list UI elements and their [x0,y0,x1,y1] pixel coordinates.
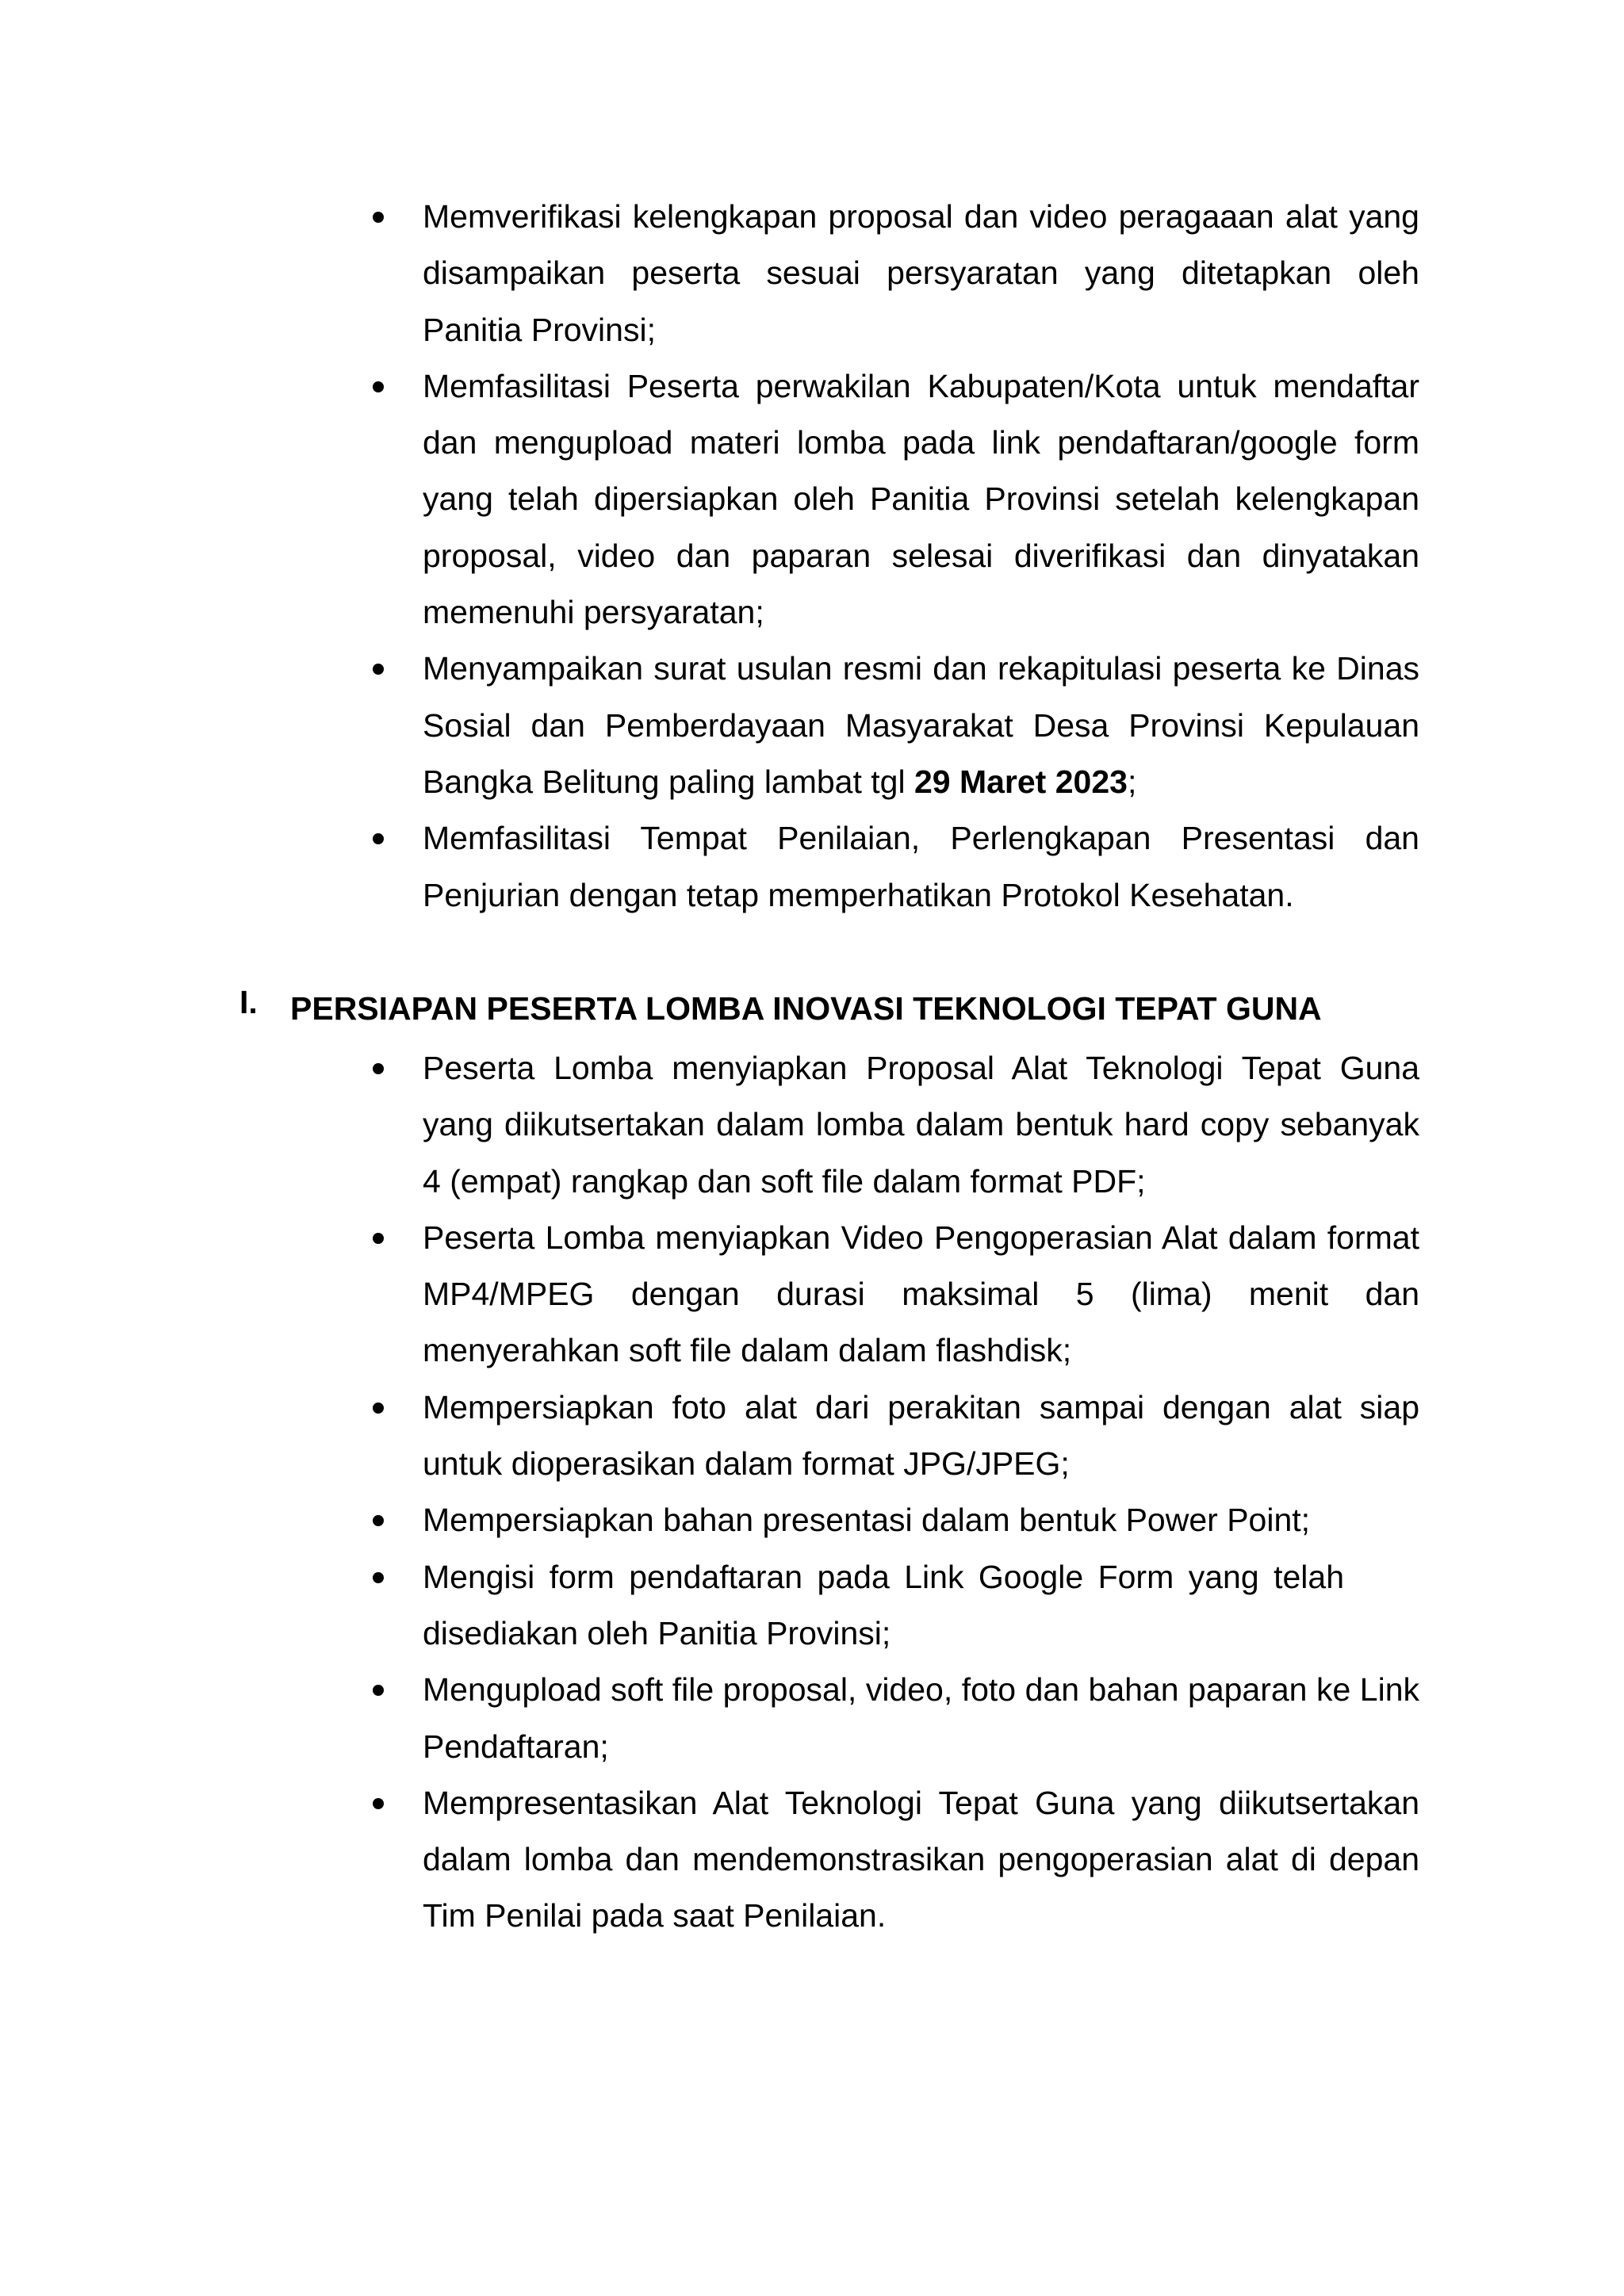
bullet-icon [373,1798,384,1809]
list-item [369,810,1419,924]
bullet-icon [373,1685,384,1696]
list-item [369,1775,1419,1945]
list-item [369,1492,1419,1548]
list-item [369,358,1419,641]
list-item-text: Mempersiapkan bahan presentasi dalam bentuk Power Point; [423,1502,1311,1539]
section-title: PERSIAPAN PESERTA LOMBA INOVASI TEKNOLOGI TEPAT GUNA [290,990,1322,1027]
list-item-text: Menyampaikan surat usulan resmi dan rekapitulasi peserta ke Dinas Sosial dan Pemberdayaan Masyarakat Desa Provinsi Kepulauan Bangka Belitung paling lambat tgl [423,650,1419,800]
list-item [369,1380,1419,1493]
list-item-text: Peserta Lomba menyiapkan Proposal Alat Teknologi Tepat Guna yang diikutsertakan dalam lomba dalam bentuk hard copy sebanyak 4 (empat) rangkap dan soft file dalam format PDF; [423,1050,1419,1200]
section-letter: I. [239,984,258,1020]
list-item-text-end: ; [1127,763,1137,800]
bullet-icon [373,833,384,844]
list-item [369,1210,1419,1380]
list-item-text: Mengupload soft file proposal, video, foto dan bahan paparan ke Link Pendaftaran; [423,1671,1419,1765]
bullet-icon [373,212,384,223]
bullet-list-bottom [369,1040,1419,1945]
list-item [369,641,1419,810]
list-item [369,1662,1419,1775]
list-item [369,189,1419,358]
bullet-icon [373,1515,384,1526]
list-item-text: Memfasilitasi Tempat Penilaian, Perlengkapan Presentasi dan Penjurian dengan tetap memperhatikan Protokol Kesehatan. [423,820,1419,913]
list-item-text: Mempersiapkan foto alat dari perakitan sampai dengan alat siap untuk dioperasikan dalam format JPG/JPEG; [423,1388,1419,1483]
bullet-icon [373,664,384,675]
bullet-icon [373,1402,384,1414]
bullet-icon [373,1063,384,1074]
bullet-icon [373,1233,384,1244]
list-item-text: Mempresentasikan Alat Teknologi Tepat Guna yang diikutsertakan dalam lomba dan mendemonstrasikan pengoperasian alat di depan Tim Penilai pada saat Penilaian. [423,1784,1419,1934]
list-item [369,1549,1419,1663]
list-item-text: Memverifikasi kelengkapan proposal dan video peragaaan alat yang disampaikan peserta sesuai persyaratan yang ditetapkan oleh Panitia Provinsi; [423,198,1419,348]
bullet-icon [373,1572,384,1583]
bullet-list-top [369,189,1419,924]
list-item-text: Mengisi form pendaftaran pada Link Google Form yang telah disediakan oleh Panitia Provinsi; [423,1558,1344,1651]
list-item-text: Peserta Lomba menyiapkan Video Pengoperasian Alat dalam format MP4/MPEG dengan durasi maksimal 5 (lima) menit dan menyerahkan soft file dalam dalam flashdisk; [423,1219,1419,1369]
section-heading [239,983,1429,1034]
list-item-text: Memfasilitasi Peserta perwakilan Kabupaten/Kota untuk mendaftar dan mengupload materi lomba pada link pendaftaran/google form yang telah dipersiapkan oleh Panitia Provinsi setelah kelengkapan proposal, video dan paparan selesai diverifikasi dan dinyatakan memenuhi persyaratan; [423,367,1419,631]
bullet-icon [373,381,384,392]
list-item [369,1040,1419,1210]
deadline-date: 29 Maret 2023 [914,763,1128,800]
